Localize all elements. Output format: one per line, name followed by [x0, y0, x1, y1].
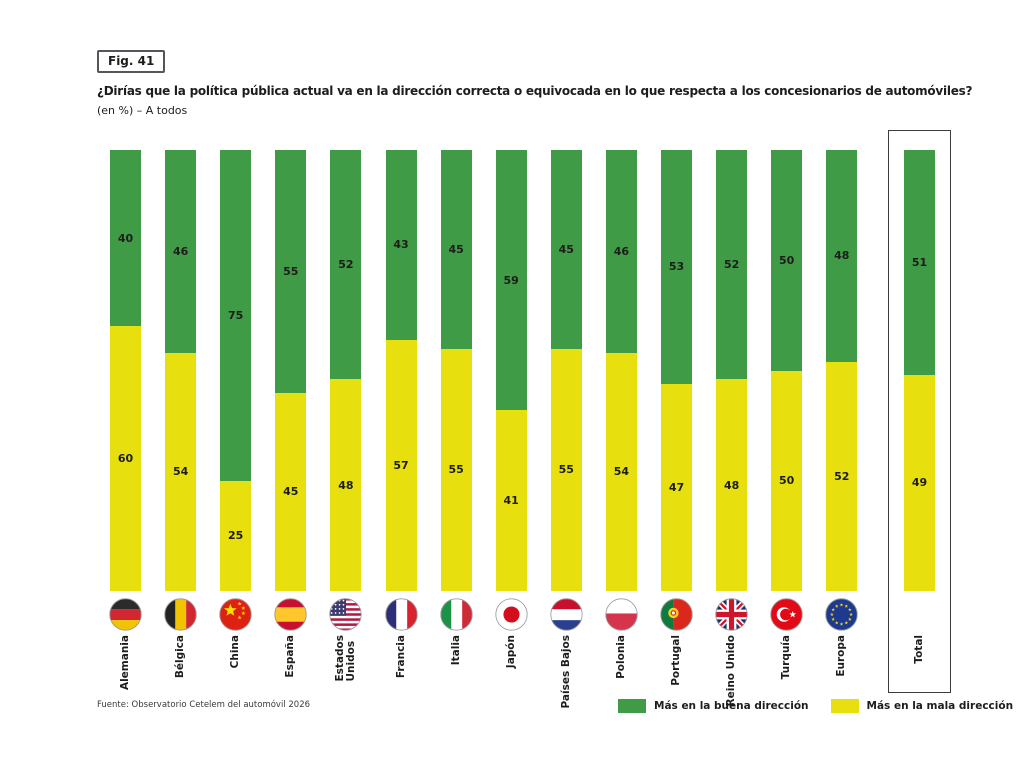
value-label-bad: 54 — [172, 465, 189, 479]
category-label-text: Total — [913, 634, 925, 664]
bar-column-japon — [483, 150, 539, 713]
category-label-text: Reino Unido — [725, 634, 738, 707]
category-label-paises-bajos — [538, 635, 594, 713]
segment-bad-direction — [441, 349, 472, 592]
segment-good-direction — [441, 150, 472, 349]
category-label-text: Europa — [835, 634, 848, 677]
segment-bad-direction — [275, 393, 306, 592]
stacked-bar-francia — [386, 150, 417, 591]
segment-bad-direction — [716, 379, 747, 591]
segment-good-direction — [220, 150, 251, 481]
value-label-good: 43 — [393, 238, 409, 252]
legend-item-bad — [831, 699, 1014, 713]
category-label-text: Estados Unidos — [333, 634, 357, 682]
flag-portugal-icon — [660, 598, 693, 631]
category-label-italia — [428, 635, 484, 713]
bar-column-espana — [263, 150, 319, 713]
category-label-text: Italia — [449, 635, 462, 666]
segment-good-direction — [771, 150, 802, 371]
stacked-bar-europa — [826, 150, 857, 591]
stacked-bar-italia — [441, 150, 472, 591]
flag-spain-icon — [274, 598, 307, 631]
bar-column-alemania — [98, 150, 154, 713]
flag-placeholder — [903, 598, 936, 631]
segment-good-direction — [275, 150, 306, 393]
value-label-good: 51 — [911, 255, 928, 269]
flag-netherlands-icon — [550, 598, 583, 631]
category-label-text: España — [284, 635, 297, 678]
segment-good-direction — [110, 150, 141, 326]
flag-belgium-icon — [164, 598, 197, 631]
legend-item-good — [618, 699, 809, 713]
segment-bad-direction — [110, 326, 141, 591]
segment-good-direction — [904, 150, 935, 375]
stacked-bar-reino-unido — [716, 150, 747, 591]
value-label-good: 46 — [172, 244, 189, 258]
segment-bad-direction — [661, 384, 692, 591]
bar-column-turquia — [759, 150, 815, 713]
flag-france-icon — [385, 598, 418, 631]
stacked-bar-polonia — [606, 150, 637, 591]
segment-good-direction — [716, 150, 747, 379]
flag-usa-icon — [329, 598, 362, 631]
segment-bad-direction — [386, 340, 417, 591]
stacked-bar-portugal — [661, 150, 692, 591]
value-label-bad: 60 — [117, 452, 134, 466]
segment-bad-direction — [551, 349, 582, 592]
flag-uk-icon — [715, 598, 748, 631]
stacked-bar-turquia — [771, 150, 802, 591]
bar-column-polonia — [593, 150, 649, 713]
chart-title: ¿Dirías que la política pública actual va en la dirección correcta o equivocada en lo que respecta a los concesionarios de automóviles? — [97, 84, 973, 98]
stacked-bar-espana — [275, 150, 306, 591]
value-label-good: 75 — [228, 308, 244, 322]
value-label-good: 45 — [448, 242, 464, 256]
segment-good-direction — [330, 150, 361, 379]
stacked-bar-alemania — [110, 150, 141, 591]
stacked-bar-total — [904, 150, 935, 591]
category-label-text: China — [229, 635, 242, 669]
bar-column-italia — [428, 150, 484, 713]
value-label-bad: 47 — [668, 480, 685, 494]
segment-good-direction — [551, 150, 582, 349]
chart-legend — [618, 699, 1013, 713]
flag-europe-icon — [825, 598, 858, 631]
segment-bad-direction — [165, 353, 196, 591]
bar-column-paises-bajos — [538, 150, 594, 713]
bar-column-portugal — [649, 150, 705, 713]
value-label-good: 45 — [558, 242, 574, 256]
segment-bad-direction — [826, 362, 857, 591]
value-label-bad: 45 — [283, 485, 299, 499]
bar-column-francia — [373, 150, 429, 713]
category-label-text: Polonia — [614, 634, 627, 679]
category-label-text: Bélgica — [174, 634, 187, 679]
value-label-good: 52 — [723, 258, 740, 272]
category-label-text: Países Bajos — [559, 635, 572, 709]
bar-column-europa — [814, 150, 870, 713]
flag-germany-icon — [109, 598, 142, 631]
stacked-bar-paises-bajos — [551, 150, 582, 591]
flag-italy-icon — [440, 598, 473, 631]
bar-column-total — [892, 150, 948, 713]
flag-turkey-icon — [770, 598, 803, 631]
value-label-good: 40 — [117, 231, 134, 245]
legend-swatch-icon — [618, 699, 646, 713]
value-label-bad: 57 — [393, 458, 409, 472]
value-label-good: 48 — [834, 249, 850, 263]
bar-column-reino-unido — [704, 150, 760, 713]
value-label-bad: 52 — [834, 469, 850, 483]
value-label-bad: 48 — [723, 478, 740, 492]
value-label-bad: 55 — [558, 463, 574, 477]
category-label-text: Francia — [394, 634, 407, 679]
figure-number-badge: Fig. 41 — [97, 50, 165, 73]
source-note: Fuente: Observatorio Cetelem del automóvil 2026 — [97, 700, 311, 710]
stacked-bar-china — [220, 150, 251, 591]
value-label-good: 53 — [668, 260, 685, 274]
flag-japan-icon — [495, 598, 528, 631]
segment-good-direction — [606, 150, 637, 353]
segment-bad-direction — [771, 371, 802, 592]
segment-good-direction — [165, 150, 196, 353]
legend-label: Más en la buena dirección — [654, 700, 809, 712]
value-label-bad: 55 — [448, 463, 464, 477]
category-label-text: Turquía — [780, 635, 793, 680]
value-label-good: 52 — [338, 258, 354, 272]
segment-good-direction — [826, 150, 857, 362]
category-label-text: Alemania — [119, 634, 131, 691]
stacked-bar-belgica — [165, 150, 196, 591]
value-label-bad: 25 — [228, 529, 244, 543]
segment-bad-direction — [904, 375, 935, 591]
segment-good-direction — [661, 150, 692, 384]
value-label-good: 55 — [283, 264, 299, 278]
segment-bad-direction — [606, 353, 637, 591]
value-label-bad: 50 — [779, 474, 795, 488]
category-label-francia — [373, 635, 429, 713]
value-label-good: 46 — [613, 244, 630, 258]
segment-bad-direction — [220, 481, 251, 591]
category-label-text: Japón — [504, 634, 517, 669]
legend-label: Más en la mala dirección — [866, 700, 1014, 712]
stacked-bar-estados-unidos — [330, 150, 361, 591]
segment-good-direction — [496, 150, 527, 410]
stacked-bar-japon — [496, 150, 527, 591]
flag-poland-icon — [605, 598, 638, 631]
value-label-good: 50 — [779, 253, 795, 267]
category-label-text: Portugal — [670, 634, 682, 686]
chart-subtitle: (en %) – A todos — [97, 104, 188, 117]
value-label-bad: 54 — [613, 465, 630, 479]
category-label-japon — [483, 635, 539, 713]
category-label-estados-unidos — [318, 635, 374, 713]
segment-bad-direction — [330, 379, 361, 591]
bar-column-estados-unidos — [318, 150, 374, 713]
segment-bad-direction — [496, 410, 527, 591]
flag-china-icon — [219, 598, 252, 631]
bar-column-belgica — [153, 150, 209, 713]
value-label-bad: 48 — [338, 478, 354, 492]
value-label-bad: 49 — [911, 476, 928, 490]
segment-good-direction — [386, 150, 417, 340]
legend-swatch-icon — [831, 699, 859, 713]
bar-column-china — [208, 150, 264, 713]
value-label-bad: 41 — [503, 494, 519, 508]
value-label-good: 59 — [503, 273, 519, 287]
